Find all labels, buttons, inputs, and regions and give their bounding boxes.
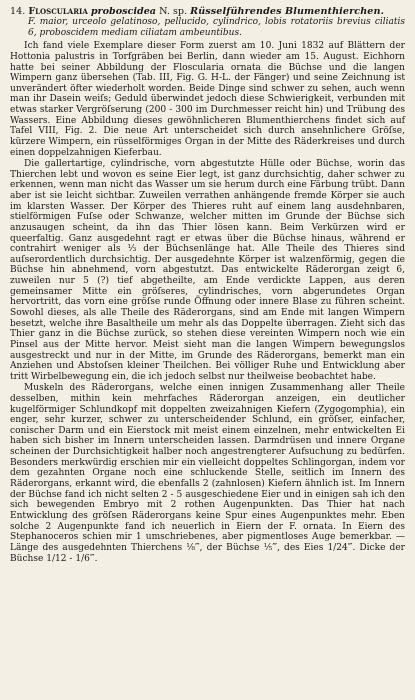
latin-diagnosis: F. maior, urceolo gelatinoso, pellucido, cylindrico, lobis rotatoriis brevius ciliatis 6, proboscidem mediam ciliatam ambeuntibus.	[28, 17, 405, 38]
species-author: N. sp.	[159, 6, 188, 17]
species-number: 14.	[10, 6, 26, 17]
genus-name: Floscularia	[28, 6, 88, 17]
species-name: proboscidea	[90, 6, 157, 17]
species-heading	[10, 6, 405, 17]
paragraph-2: Die gallertartige, cylindrische, vorn abgestutzte Hülle oder Büchse, worin das Thierchen lebt und wovon es seine Eier legt, ist ganz durchsichtig, daher schwer zu erkennen, wenn man nicht das Wasser um sie herum durch eine Färbung trübt. Dann aber ist sie leicht sichtbar. Zuweilen verrathen anhängende fremde Körper sie auch im klarsten Wasser. Der Körper des Thieres ruht auf einem lang ausdehnbaren, stielförmigen Fuſse oder Schwanze, welcher mitten im Grunde der Büchse sich anzusaugen scheint, da ihn das Thier lösen kann. Beim Verkürzen wird er queerfaltig. Ganz ausgedehnt ragt er etwas über die Büchse hinaus, während er contrahirt weniger als ⅓ der Büchsenlänge hat. Alle Theile des Thieres sind auſserordentlich durchsichtig. Der ausgedehnte Körper ist walzenförmig, gegen die Büchse hin abnehmend, vorn abgestutzt. Das entwickelte Räderorgan zeigt 6, zuweilen nur 5 (?) tief abgetheilte, am Ende verdickte Lappen, aus deren gemeinsamer Mitte ein gröſseres, cylindrisches, vorn abgerundetes Organ hervortritt, das vorn eine gröſse runde Öffnung oder innere Blase zu führen scheint. Sowohl dieses, als alle Theile des Räderorgans, sind am Ende mit langen Wimpern besetzt, welche ihre Basaltheile um mehr als das Doppelte überragen. Zieht sich das Thier ganz in die Büchse zurück, so stehen diese vereinten Wimpern noch wie ein Pinsel aus der Mitte hervor. Meist sieht man die langen Wimpern bewegungslos ausgestreckt und nur in der Mitte, im Grunde des Räderorgans, bemerkt man ein Anziehen und Abstoſsen kleiner Theilchen. Bei völliger Ruhe und Entwicklung aber tritt Wirbelbewegung ein, die ich jedoch selbst nur theilweise beobachtet habe.	[10, 158, 405, 383]
german-name: Rüsselführendes Blumenthierchen.	[190, 6, 385, 17]
paragraph-3: Muskeln des Räderorgans, welche einen innigen Zusammenhang aller Theile desselben, mithin kein mehrfaches Räderorgan anzeigen, ein deutlicher kugelförmiger Schlundkopf mit doppelten zweizahnigen Kiefern (Zygogomphia), ein enger, sehr kurzer, schwer zu unterscheidender Schlund, ein gröſser, einfacher, conischer Darm und ein Eierstock mit meist einem einzelnen, mehr entwickelten Ei haben sich bisher im Innern unterscheiden lassen. Darmdrüsen und innere Organe scheinen der Durchsichtigkeit halber noch angestrengterer Aufsuchung zu bedürfen. Besonders merkwürdig erschien mir ein vielleicht doppeltes Schlingorgan, indem vor dem gezahnten Organe noch eine schluckende Stelle, seitlich im Innern des Räderorgans, erkannt wird, die ebenfalls 2 (zahnlosen) Kiefern ähnlich ist. Im Innern der Büchse fand ich nicht selten 2 - 5 ausgeschiedene Eier und in einigen sah ich den sich bewegenden Embryo mit 2 rothen Augenpunkten. Das Thier hat nach Entwicklung des gröſsen Räderorgans keine Spur eines Augenpunktes mehr. Eben solche 2 Augenpunkte fand ich neuerlich in Eiern der F. ornata. In Eiern des Stephanoceros schien mir 1 umschriebenes, aber pigmentloses Auge bemerkbar. — Länge des ausgedehnten Thierchens ⅛‴, der Büchse ⅕‴, des Eies 1/24‴. Dicke der Büchse 1/12 - 1/6‴.	[10, 383, 405, 564]
paragraph-1: Ich fand viele Exemplare dieser Form zuerst am 10. Juni 1832 auf Blättern der Hottonia palustris in Torfgräben bei Berlin, dann wieder am 15. August. Eichhorn hatte bei seiner Abbildung der Floscularia ornata die Büchse und die langen Wimpern ganz übersehen (Tab. III, Fig. G. H-L. der Fänger) und seine Zeichnung ist unverändert öfter wiederholt worden. Beide Dinge sind schwer zu sehen, auch wenn man ihr Dasein weiſs; Geduld überwindet jedoch diese Schwierigkeit, verbunden mit etwas starker Vergröſserung (200 - 300 im Durchmesser reicht hin) und Trübung des Wassers. Eine Abbildung dieses gewöhnlicheren Blumenthierchens findet sich auf Tafel VIII, Fig. 2. Die neue Art unterscheidet sich durch ansehnlichere Gröſse, kürzere Wimpern, ein rüsselförmiges Organ in der Mitte des Räderkreises und durch einen doppelzahnigen Kieferbau.	[10, 41, 405, 158]
